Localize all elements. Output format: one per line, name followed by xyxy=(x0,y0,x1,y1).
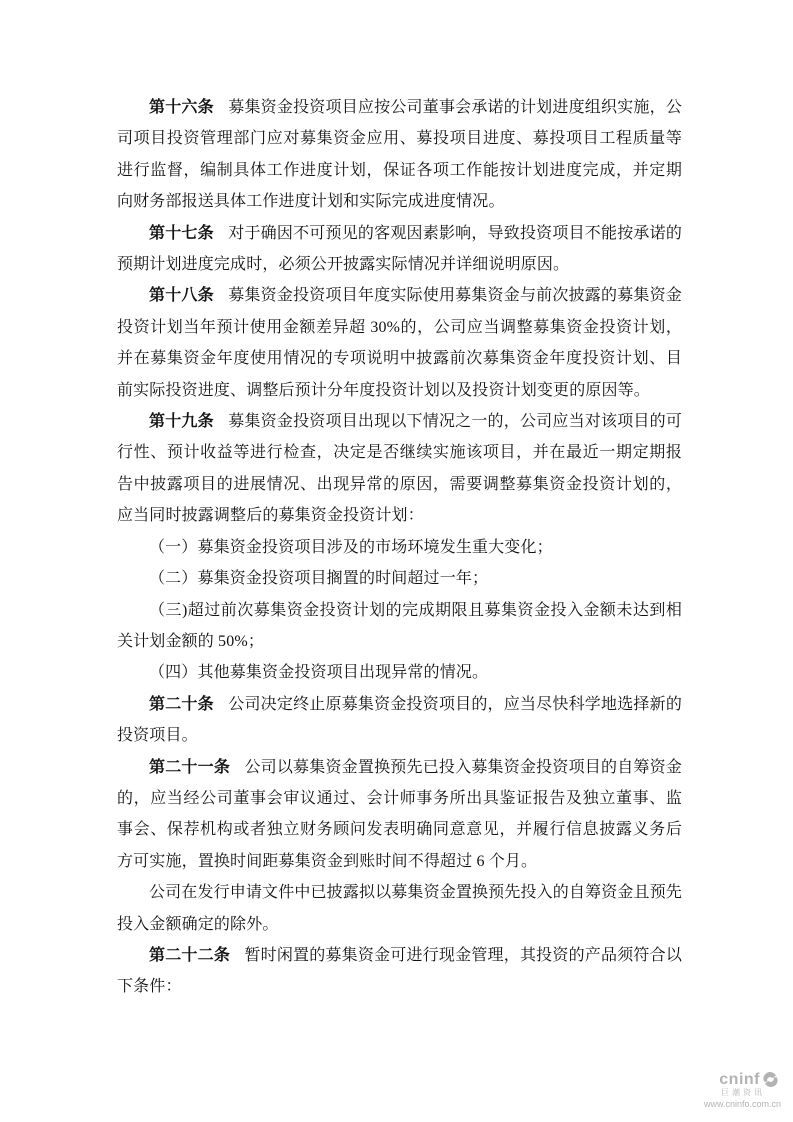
paragraph-text: （四）其他募集资金投资项目出现异常的情况。 xyxy=(149,664,489,682)
article-number: 第二十条 xyxy=(149,695,214,713)
paragraph-text: 募集资金投资项目年度实际使用募集资金与前次披露的募集资金投资计划当年预计使用金额差异超 30%的，公司应当调整募集资金投资计划，并在募集资金年度使用情况的专项说明中披露前次募集资金年度投资计划、目前实际投资进度、调整后预计分年度投资计划以及投资计划变更的原因等。 xyxy=(117,287,683,399)
paragraph xyxy=(117,595,682,658)
paragraph-text: 对于确因不可预见的客观因素影响，导致投资项目不能按承诺的预期计划进度完成时，必须公开披露实际情况并详细说明原因。 xyxy=(117,224,683,274)
cninfo-logo-chinese: 巨潮资讯 xyxy=(721,1088,765,1098)
paragraph xyxy=(117,406,682,532)
cninfo-logo-url: www.cninfo.com.cn xyxy=(703,1099,781,1110)
paragraph xyxy=(117,689,682,752)
article-number: 第十八条 xyxy=(149,287,214,305)
cninfo-swirl-icon xyxy=(762,1071,779,1088)
document-body xyxy=(117,0,682,1003)
paragraph xyxy=(117,280,682,406)
paragraph-text: 募集资金投资项目应按公司董事会承诺的计划进度组织实施，公司项目投资管理部门应对募集资金应用、募投项目进度、募投项目工程质量等进行监督，编制具体工作进度计划，保证各项工作能按计划进度完成，并定期向财务部报送具体工作进度计划和实际完成进度情况。 xyxy=(117,99,683,211)
paragraph-text: 募集资金投资项目出现以下情况之一的，公司应当对该项目的可行性、预计收益等进行检查，决定是否继续实施该项目，并在最近一期定期报告中披露项目的进展情况、出现异常的原因，需要调整募集资金投资计划的，应当同时披露调整后的募集资金投资计划： xyxy=(117,413,683,525)
paragraph-text: （三)超过前次募集资金投资计划的完成期限且募集资金投入金额未达到相关计划金额的 50%； xyxy=(117,601,682,650)
paragraph xyxy=(117,532,682,563)
paragraph xyxy=(117,657,682,688)
cninfo-logo-row xyxy=(687,1071,787,1089)
cninfo-logo-text: cninf xyxy=(719,1070,760,1088)
paragraph xyxy=(117,752,682,878)
paragraph-text: （二）募集资金投资项目搁置的时间超过一年； xyxy=(149,570,489,588)
paragraph-text: 暂时闲置的募集资金可进行现金管理，其投资的产品须符合以下条件： xyxy=(117,946,682,996)
article-number: 第二十二条 xyxy=(149,946,231,964)
article-number: 第十七条 xyxy=(149,224,214,242)
paragraph xyxy=(117,877,682,940)
cninfo-logo xyxy=(687,1071,787,1110)
paragraph xyxy=(117,218,682,281)
paragraph-text: 公司以募集资金置换预先已投入募集资金投资项目的自筹资金的，应当经公司董事会审议通过、会计师事务所出具鉴证报告及独立董事、监事会、保荐机构或者独立财务顾问发表明确同意意见，并履行信息披露义务后方可实施，置换时间距募集资金到账时间不得超过 6 个月。 xyxy=(117,758,682,870)
article-number: 第十六条 xyxy=(149,99,214,116)
paragraph-text: 公司决定终止原募集资金投资项目的，应当尽快科学地选择新的投资项目。 xyxy=(117,695,683,745)
paragraph xyxy=(117,92,682,218)
paragraph-text: （一）募集资金投资项目涉及的市场环境发生重大变化； xyxy=(149,538,553,556)
paragraph xyxy=(117,563,682,594)
article-number: 第十九条 xyxy=(149,413,214,431)
paragraph-text: 公司在发行申请文件中已披露拟以募集资金置换预先投入的自筹资金且预先投入金额确定的除外。 xyxy=(117,884,682,933)
article-number: 第二十一条 xyxy=(149,758,231,776)
paragraph xyxy=(117,940,682,1003)
